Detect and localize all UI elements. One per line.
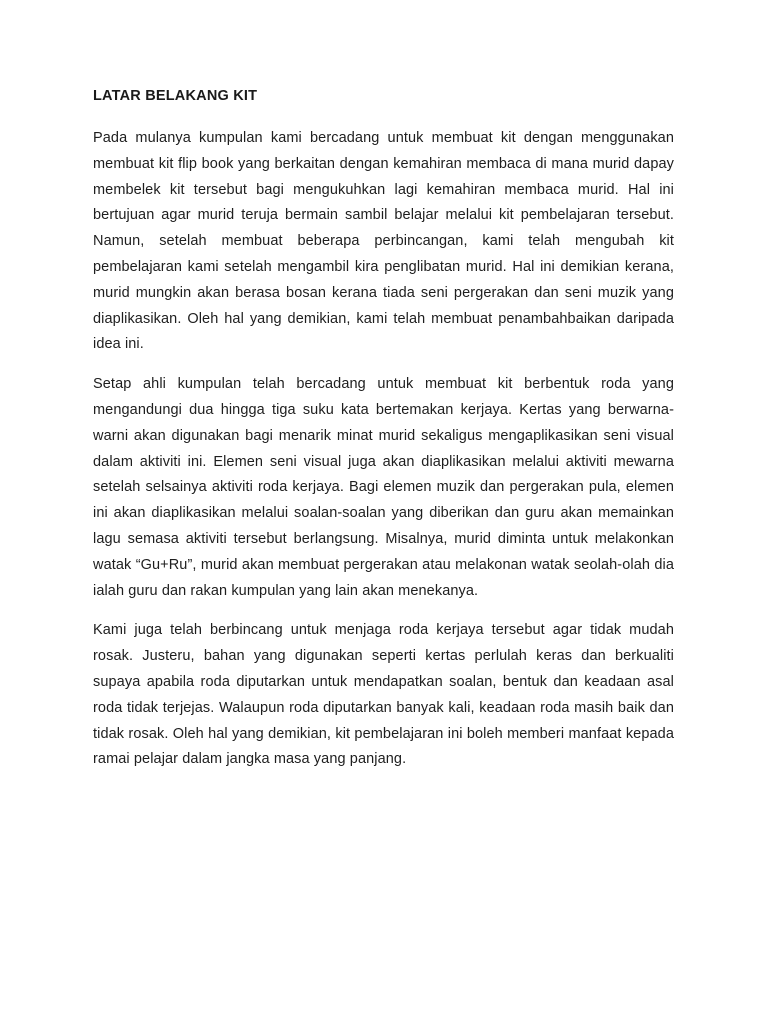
paragraph-1: Pada mulanya kumpulan kami bercadang untuk membuat kit dengan menggunakan membuat kit flip book yang berkaitan dengan kemahiran membaca di mana murid dapay membelek kit tersebut bagi mengukuhkan lagi kemahiran membaca murid. Hal ini bertujuan agar murid teruja bermain sambil belajar melalui kit pembelajaran tersebut. Namun, setelah membuat beberapa perbincangan, kami telah mengubah kit pembelajaran kami setelah mengambil kira penglibatan murid. Hal ini demikian kerana, murid mungkin akan berasa bosan kerana tiada seni pergerakan dan seni muzik yang diaplikasikan. Oleh hal yang demikian, kami telah membuat penambahbaikan daripada idea ini. — [93, 130, 674, 353]
section-heading: LATAR BELAKANG KIT — [93, 88, 258, 104]
paragraph-2: Setap ahli kumpulan telah bercadang untuk membuat kit berbentuk roda yang mengandungi dua hingga tiga suku kata bertemakan kerjaya. Kertas yang berwarna-warni akan digunakan bagi menarik minat murid sekaligus mengaplikasikan seni visual dalam aktiviti ini. Elemen seni visual juga akan diaplikasikan melalui aktiviti mewarna setelah selsainya aktiviti roda kerjaya. Bagi elemen muzik dan pergerakan pula, elemen ini akan diaplikasikan melalui soalan-soalan yang diberikan dan guru akan memainkan lagu semasa aktiviti tersebut berlangsung. Misalnya, murid diminta untuk melakonkan watak “Gu+Ru”, murid akan membuat pergerakan atau melakonan watak seolah-olah dia ialah guru dan rakan kumpulan yang lain akan menekanya. — [93, 376, 674, 599]
paragraph-3: Kami juga telah berbincang untuk menjaga roda kerjaya tersebut agar tidak mudah rosak. Justeru, bahan yang digunakan seperti kertas perlulah keras dan berkualiti supaya apabila roda diputarkan untuk mendapatkan soalan, bentuk dan keadaan asal roda tidak terjejas. Walaupun roda diputarkan banyak kali, keadaan roda masih baik dan tidak rosak. Oleh hal yang demikian, kit pembelajaran ini boleh memberi manfaat kepada ramai pelajar dalam jangka masa yang panjang. — [93, 622, 674, 768]
